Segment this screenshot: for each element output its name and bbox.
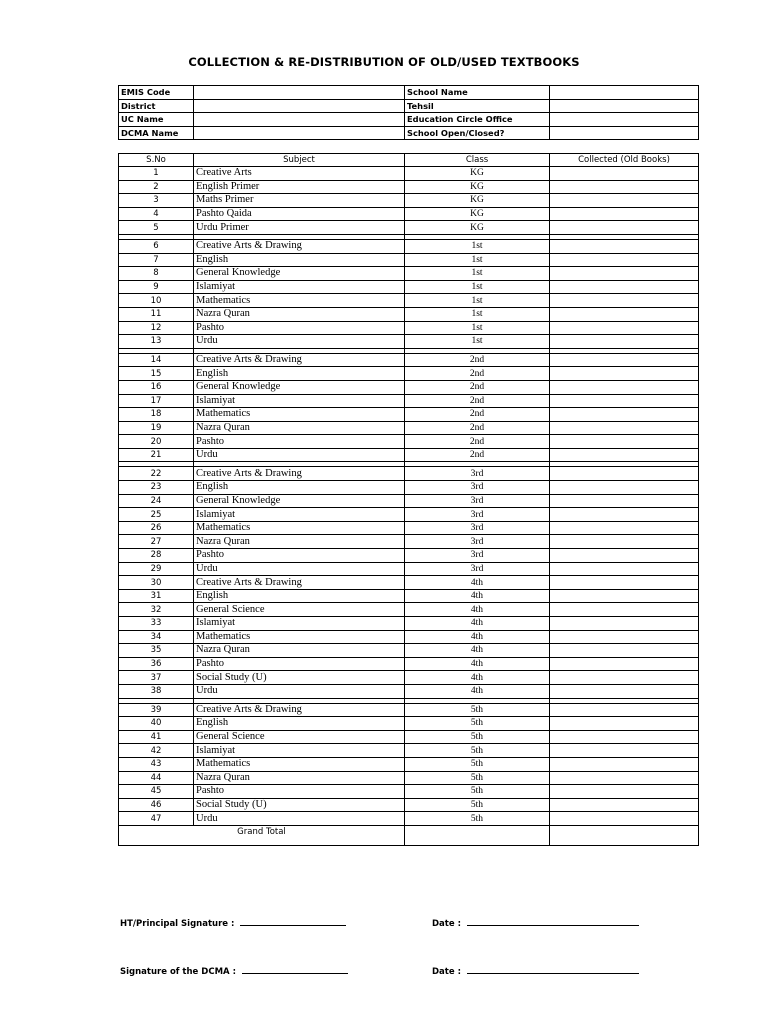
- subject-cell: Maths Primer: [194, 194, 405, 208]
- table-row: [119, 367, 699, 381]
- table-row: [119, 549, 699, 563]
- collected-field[interactable]: [550, 576, 699, 590]
- sno-cell: 35: [119, 644, 194, 658]
- sno-cell: 42: [119, 744, 194, 758]
- class-cell: 2nd: [405, 421, 550, 435]
- info-row: [119, 86, 699, 100]
- dcma-signature-label: Signature of the DCMA :: [120, 967, 236, 977]
- table-header-row: [119, 154, 699, 167]
- sno-cell: 33: [119, 617, 194, 631]
- subject-cell: General Knowledge: [194, 494, 405, 508]
- collected-field[interactable]: [550, 421, 699, 435]
- dcma-signature: [120, 964, 348, 977]
- class-cell: 2nd: [405, 353, 550, 367]
- table-row: [119, 321, 699, 335]
- sno-cell: 26: [119, 521, 194, 535]
- table-row: [119, 521, 699, 535]
- class-cell: 1st: [405, 294, 550, 308]
- collected-field[interactable]: [550, 812, 699, 826]
- header-class: Class: [405, 154, 550, 167]
- collected-field[interactable]: [550, 494, 699, 508]
- collected-field[interactable]: [550, 535, 699, 549]
- sno-cell: 15: [119, 367, 194, 381]
- subject-cell: English: [194, 253, 405, 267]
- table-row: [119, 703, 699, 717]
- collected-field[interactable]: [550, 194, 699, 208]
- sno-cell: 12: [119, 321, 194, 335]
- collected-field[interactable]: [550, 603, 699, 617]
- table-row: [119, 253, 699, 267]
- subject-cell: Islamiyat: [194, 394, 405, 408]
- sno-cell: 11: [119, 307, 194, 321]
- table-row: [119, 167, 699, 181]
- class-cell: KG: [405, 194, 550, 208]
- info-row: [119, 113, 699, 127]
- dcma-date-line[interactable]: [467, 964, 639, 974]
- collected-field[interactable]: [550, 435, 699, 449]
- sno-cell: 22: [119, 467, 194, 481]
- class-cell: 2nd: [405, 408, 550, 422]
- class-cell: 1st: [405, 307, 550, 321]
- dcma-date: [432, 964, 639, 977]
- sno-cell: 10: [119, 294, 194, 308]
- grand-total-class: [405, 825, 550, 845]
- subject-cell: Islamiyat: [194, 280, 405, 294]
- class-cell: 4th: [405, 576, 550, 590]
- class-cell: 5th: [405, 812, 550, 826]
- class-cell: 3rd: [405, 562, 550, 576]
- subject-cell: Mathematics: [194, 630, 405, 644]
- sno-cell: 32: [119, 603, 194, 617]
- class-cell: 4th: [405, 589, 550, 603]
- sno-cell: 34: [119, 630, 194, 644]
- collected-field[interactable]: [550, 785, 699, 799]
- table-row: [119, 494, 699, 508]
- class-cell: 5th: [405, 785, 550, 799]
- grand-total-row: [119, 825, 699, 845]
- sno-cell: 4: [119, 207, 194, 221]
- class-cell: 2nd: [405, 394, 550, 408]
- subject-cell: Islamiyat: [194, 744, 405, 758]
- subject-cell: Urdu Primer: [194, 221, 405, 235]
- collected-field[interactable]: [550, 644, 699, 658]
- dcma-date-label: Date :: [432, 967, 461, 977]
- sno-cell: 6: [119, 239, 194, 253]
- subject-cell: English: [194, 481, 405, 495]
- subject-cell: English: [194, 717, 405, 731]
- collected-field[interactable]: [550, 467, 699, 481]
- collected-field[interactable]: [550, 280, 699, 294]
- class-cell: 2nd: [405, 367, 550, 381]
- subject-cell: General Science: [194, 603, 405, 617]
- class-cell: 5th: [405, 744, 550, 758]
- sno-cell: 40: [119, 717, 194, 731]
- table-row: [119, 448, 699, 462]
- collected-field[interactable]: [550, 771, 699, 785]
- subject-cell: General Knowledge: [194, 267, 405, 281]
- class-cell: 4th: [405, 671, 550, 685]
- info-value-field[interactable]: [194, 99, 405, 113]
- table-row: [119, 630, 699, 644]
- table-row: [119, 785, 699, 799]
- table-row: [119, 353, 699, 367]
- info-value-field[interactable]: [550, 126, 699, 140]
- info-value-field[interactable]: [194, 126, 405, 140]
- collected-field[interactable]: [550, 321, 699, 335]
- info-label: School Name: [405, 86, 550, 100]
- class-cell: 3rd: [405, 467, 550, 481]
- info-value-field[interactable]: [194, 113, 405, 127]
- collected-field[interactable]: [550, 657, 699, 671]
- table-row: [119, 744, 699, 758]
- sno-cell: 21: [119, 448, 194, 462]
- table-row: [119, 657, 699, 671]
- collected-field[interactable]: [550, 744, 699, 758]
- subject-cell: Urdu: [194, 812, 405, 826]
- principal-signature-line[interactable]: [240, 916, 346, 926]
- collected-field[interactable]: [550, 448, 699, 462]
- collected-field[interactable]: [550, 589, 699, 603]
- table-row: [119, 757, 699, 771]
- sno-cell: 47: [119, 812, 194, 826]
- class-cell: 5th: [405, 730, 550, 744]
- sno-cell: 1: [119, 167, 194, 181]
- sno-cell: 24: [119, 494, 194, 508]
- table-row: [119, 562, 699, 576]
- table-row: [119, 394, 699, 408]
- collected-field[interactable]: [550, 294, 699, 308]
- info-value-field[interactable]: [550, 86, 699, 100]
- page-title: COLLECTION & RE-DISTRIBUTION OF OLD/USED TEXTBOOKS: [188, 55, 580, 69]
- class-cell: KG: [405, 180, 550, 194]
- subject-cell: Social Study (U): [194, 798, 405, 812]
- sno-cell: 3: [119, 194, 194, 208]
- info-value-field[interactable]: [550, 99, 699, 113]
- subject-cell: Urdu: [194, 335, 405, 349]
- sno-cell: 37: [119, 671, 194, 685]
- sno-cell: 46: [119, 798, 194, 812]
- principal-date: [432, 916, 639, 929]
- sno-cell: 8: [119, 267, 194, 281]
- subject-cell: General Science: [194, 730, 405, 744]
- collected-field[interactable]: [550, 798, 699, 812]
- table-row: [119, 481, 699, 495]
- table-row: [119, 671, 699, 685]
- class-cell: 4th: [405, 684, 550, 698]
- textbooks-table: [118, 153, 699, 846]
- subject-cell: Pashto: [194, 657, 405, 671]
- class-cell: 4th: [405, 603, 550, 617]
- class-cell: KG: [405, 207, 550, 221]
- subject-cell: Social Study (U): [194, 671, 405, 685]
- info-label: UC Name: [119, 113, 194, 127]
- subject-cell: Urdu: [194, 684, 405, 698]
- table-row: [119, 421, 699, 435]
- sno-cell: 5: [119, 221, 194, 235]
- collected-field[interactable]: [550, 549, 699, 563]
- collected-field[interactable]: [550, 394, 699, 408]
- subject-cell: Nazra Quran: [194, 307, 405, 321]
- subject-cell: Pashto: [194, 549, 405, 563]
- collected-field[interactable]: [550, 408, 699, 422]
- table-row: [119, 467, 699, 481]
- class-cell: 1st: [405, 321, 550, 335]
- subject-cell: English: [194, 589, 405, 603]
- subject-cell: General Knowledge: [194, 380, 405, 394]
- class-cell: KG: [405, 221, 550, 235]
- class-cell: 5th: [405, 717, 550, 731]
- subject-cell: Creative Arts & Drawing: [194, 467, 405, 481]
- sno-cell: 27: [119, 535, 194, 549]
- collected-field[interactable]: [550, 562, 699, 576]
- sno-cell: 19: [119, 421, 194, 435]
- info-value-field[interactable]: [550, 113, 699, 127]
- table-row: [119, 221, 699, 235]
- subject-cell: Creative Arts & Drawing: [194, 239, 405, 253]
- table-row: [119, 194, 699, 208]
- class-cell: 5th: [405, 757, 550, 771]
- sno-cell: 23: [119, 481, 194, 495]
- table-row: [119, 280, 699, 294]
- class-cell: 1st: [405, 267, 550, 281]
- table-row: [119, 307, 699, 321]
- collected-field[interactable]: [550, 253, 699, 267]
- subject-cell: Pashto: [194, 435, 405, 449]
- class-cell: 2nd: [405, 435, 550, 449]
- table-row: [119, 771, 699, 785]
- collected-field[interactable]: [550, 367, 699, 381]
- school-info-table: [118, 85, 699, 140]
- table-row: [119, 180, 699, 194]
- info-label: DCMA Name: [119, 126, 194, 140]
- class-cell: 3rd: [405, 494, 550, 508]
- class-cell: 3rd: [405, 535, 550, 549]
- collected-field[interactable]: [550, 380, 699, 394]
- info-label: Education Circle Office: [405, 113, 550, 127]
- table-row: [119, 380, 699, 394]
- collected-field[interactable]: [550, 353, 699, 367]
- table-row: [119, 812, 699, 826]
- class-cell: 3rd: [405, 549, 550, 563]
- collected-field[interactable]: [550, 267, 699, 281]
- table-row: [119, 535, 699, 549]
- sno-cell: 17: [119, 394, 194, 408]
- collected-field[interactable]: [550, 703, 699, 717]
- table-row: [119, 684, 699, 698]
- table-row: [119, 603, 699, 617]
- principal-signature: [120, 916, 346, 929]
- collected-field[interactable]: [550, 481, 699, 495]
- sno-cell: 20: [119, 435, 194, 449]
- subject-cell: Pashto: [194, 785, 405, 799]
- table-row: [119, 435, 699, 449]
- collected-field[interactable]: [550, 757, 699, 771]
- info-row: [119, 99, 699, 113]
- sno-cell: 41: [119, 730, 194, 744]
- class-cell: 5th: [405, 703, 550, 717]
- table-row: [119, 294, 699, 308]
- table-row: [119, 730, 699, 744]
- class-cell: 1st: [405, 335, 550, 349]
- subject-cell: Creative Arts & Drawing: [194, 576, 405, 590]
- principal-date-line[interactable]: [467, 916, 639, 926]
- subject-cell: Creative Arts & Drawing: [194, 353, 405, 367]
- sno-cell: 39: [119, 703, 194, 717]
- sno-cell: 9: [119, 280, 194, 294]
- subject-cell: Nazra Quran: [194, 771, 405, 785]
- collected-field[interactable]: [550, 239, 699, 253]
- collected-field[interactable]: [550, 671, 699, 685]
- collected-field[interactable]: [550, 335, 699, 349]
- sno-cell: 14: [119, 353, 194, 367]
- info-label: Tehsil: [405, 99, 550, 113]
- sno-cell: 18: [119, 408, 194, 422]
- class-cell: 1st: [405, 253, 550, 267]
- collected-field[interactable]: [550, 717, 699, 731]
- sno-cell: 25: [119, 508, 194, 522]
- class-cell: 4th: [405, 644, 550, 658]
- collected-field[interactable]: [550, 167, 699, 181]
- principal-date-label: Date :: [432, 919, 461, 929]
- class-cell: 1st: [405, 280, 550, 294]
- collected-field[interactable]: [550, 180, 699, 194]
- class-cell: 3rd: [405, 508, 550, 522]
- info-value-field[interactable]: [194, 86, 405, 100]
- collected-field[interactable]: [550, 617, 699, 631]
- table-row: [119, 617, 699, 631]
- grand-total-field[interactable]: [550, 825, 699, 845]
- table-row: [119, 589, 699, 603]
- info-label: District: [119, 99, 194, 113]
- class-cell: 3rd: [405, 481, 550, 495]
- collected-field[interactable]: [550, 508, 699, 522]
- sno-cell: 30: [119, 576, 194, 590]
- subject-cell: Nazra Quran: [194, 644, 405, 658]
- collected-field[interactable]: [550, 684, 699, 698]
- subject-cell: Mathematics: [194, 521, 405, 535]
- sno-cell: 38: [119, 684, 194, 698]
- table-row: [119, 335, 699, 349]
- subject-cell: Urdu: [194, 562, 405, 576]
- subject-cell: Islamiyat: [194, 617, 405, 631]
- header-collected: Collected (Old Books): [550, 154, 699, 167]
- subject-cell: Pashto: [194, 321, 405, 335]
- subject-cell: Urdu: [194, 448, 405, 462]
- table-row: [119, 717, 699, 731]
- table-row: [119, 508, 699, 522]
- subject-cell: Creative Arts & Drawing: [194, 703, 405, 717]
- sno-cell: 7: [119, 253, 194, 267]
- class-cell: 2nd: [405, 448, 550, 462]
- subject-cell: Nazra Quran: [194, 535, 405, 549]
- sno-cell: 31: [119, 589, 194, 603]
- table-row: [119, 239, 699, 253]
- principal-signature-label: HT/Principal Signature :: [120, 919, 235, 929]
- subject-cell: Mathematics: [194, 294, 405, 308]
- subject-cell: Creative Arts: [194, 167, 405, 181]
- collected-field[interactable]: [550, 307, 699, 321]
- collected-field[interactable]: [550, 207, 699, 221]
- table-row: [119, 207, 699, 221]
- class-cell: KG: [405, 167, 550, 181]
- sno-cell: 16: [119, 380, 194, 394]
- sno-cell: 36: [119, 657, 194, 671]
- sno-cell: 44: [119, 771, 194, 785]
- grand-total-label: Grand Total: [119, 825, 405, 845]
- info-row: [119, 126, 699, 140]
- table-row: [119, 644, 699, 658]
- class-cell: 2nd: [405, 380, 550, 394]
- class-cell: 4th: [405, 617, 550, 631]
- table-row: [119, 798, 699, 812]
- header-subject: Subject: [194, 154, 405, 167]
- subject-cell: English Primer: [194, 180, 405, 194]
- class-cell: 4th: [405, 657, 550, 671]
- sno-cell: 43: [119, 757, 194, 771]
- collected-field[interactable]: [550, 730, 699, 744]
- collected-field[interactable]: [550, 630, 699, 644]
- class-cell: 5th: [405, 798, 550, 812]
- class-cell: 3rd: [405, 521, 550, 535]
- class-cell: 4th: [405, 630, 550, 644]
- class-cell: 5th: [405, 771, 550, 785]
- subject-cell: Mathematics: [194, 408, 405, 422]
- subject-cell: Pashto Qaida: [194, 207, 405, 221]
- table-row: [119, 576, 699, 590]
- sno-cell: 28: [119, 549, 194, 563]
- collected-field[interactable]: [550, 521, 699, 535]
- subject-cell: English: [194, 367, 405, 381]
- collected-field[interactable]: [550, 221, 699, 235]
- sno-cell: 13: [119, 335, 194, 349]
- class-cell: 1st: [405, 239, 550, 253]
- subject-cell: Mathematics: [194, 757, 405, 771]
- sno-cell: 45: [119, 785, 194, 799]
- info-label: EMIS Code: [119, 86, 194, 100]
- sno-cell: 2: [119, 180, 194, 194]
- header-sno: S.No: [119, 154, 194, 167]
- sno-cell: 29: [119, 562, 194, 576]
- subject-cell: Islamiyat: [194, 508, 405, 522]
- info-label: School Open/Closed?: [405, 126, 550, 140]
- table-row: [119, 408, 699, 422]
- dcma-signature-line[interactable]: [242, 964, 348, 974]
- subject-cell: Nazra Quran: [194, 421, 405, 435]
- table-row: [119, 267, 699, 281]
